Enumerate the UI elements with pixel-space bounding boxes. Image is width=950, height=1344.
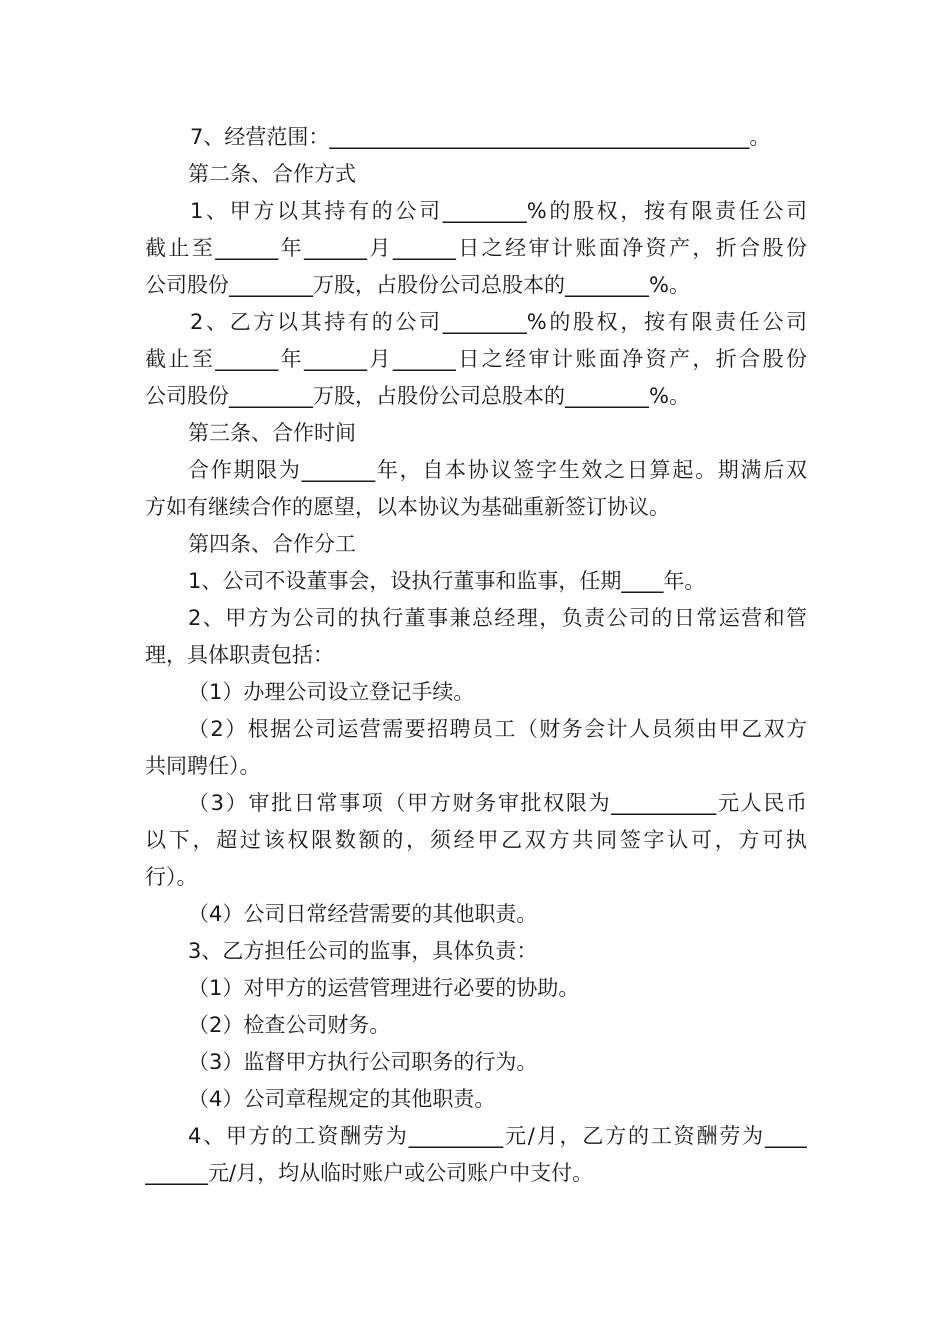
salary-line-1: 4、甲方的工资酬劳为_________元/月，乙方的工资酬劳为____ [188,1124,807,1148]
duty-a-2-line-1: （2）根据公司运营需要招聘员工（财务会计人员须由甲乙双方 [188,717,807,741]
article-2-heading: 第二条、合作方式 [188,162,356,186]
duty-b-1: （1）对甲方的运营管理进行必要的协助。 [188,976,580,1000]
salary-line-2: ______元/月，均从临时账户或公司账户中支付。 [145,1161,594,1185]
duty-a-3-line-2: 以下，超过该权限数额的，须经甲乙双方共同签字认可，方可执 [145,828,807,852]
party-a-equity-line-3: 公司股份________万股，占股份公司总股本的________%。 [145,273,690,297]
business-scope-line: 7、经营范围：________________________________________。 [190,125,771,149]
party-a-equity-line-1: 1、甲方以其持有的公司________%的股权，按有限责任公司 [190,199,807,223]
term-line-1: 合作期限为_______年，自本协议签字生效之日算起。期满后双 [188,458,807,482]
division-item-1: 1、公司不设董事会，设执行董事和监事，任期____年。 [188,569,706,593]
article-3-heading: 第三条、合作时间 [188,421,356,445]
party-b-equity-line-2: 截止至______年______月______日之经审计账面净资产，折合股份 [145,347,807,371]
party-b-equity-line-3: 公司股份________万股，占股份公司总股本的________%。 [145,384,690,408]
duty-b-4: （4）公司章程规定的其他职责。 [188,1087,496,1111]
duty-a-2-line-2: 共同聘任）。 [145,754,261,778]
duty-a-3-line-3: 行）。 [145,865,198,889]
duty-a-4: （4）公司日常经营需要的其他职责。 [188,902,538,926]
term-line-2: 方如有继续合作的愿望，以本协议为基础重新签订协议。 [145,495,670,519]
duty-a-1: （1）办理公司设立登记手续。 [188,680,475,704]
article-4-heading: 第四条、合作分工 [188,532,356,556]
division-item-2-line-1: 2、甲方为公司的执行董事兼总经理，负责公司的日常运营和管 [188,606,807,630]
party-a-equity-line-2: 截止至______年______月______日之经审计账面净资产，折合股份 [145,236,807,260]
duty-b-3: （3）监督甲方执行公司职务的行为。 [188,1050,538,1074]
duty-b-2: （2）检查公司财务。 [188,1013,391,1037]
division-item-3: 3、乙方担任公司的监事，具体负责： [188,939,538,963]
party-b-equity-line-1: 2、乙方以其持有的公司________%的股权，按有限责任公司 [190,310,807,334]
division-item-2-line-2: 理，具体职责包括： [145,643,334,667]
duty-a-3-line-1: （3）审批日常事项（甲方财务审批权限为__________元人民币 [188,791,807,815]
